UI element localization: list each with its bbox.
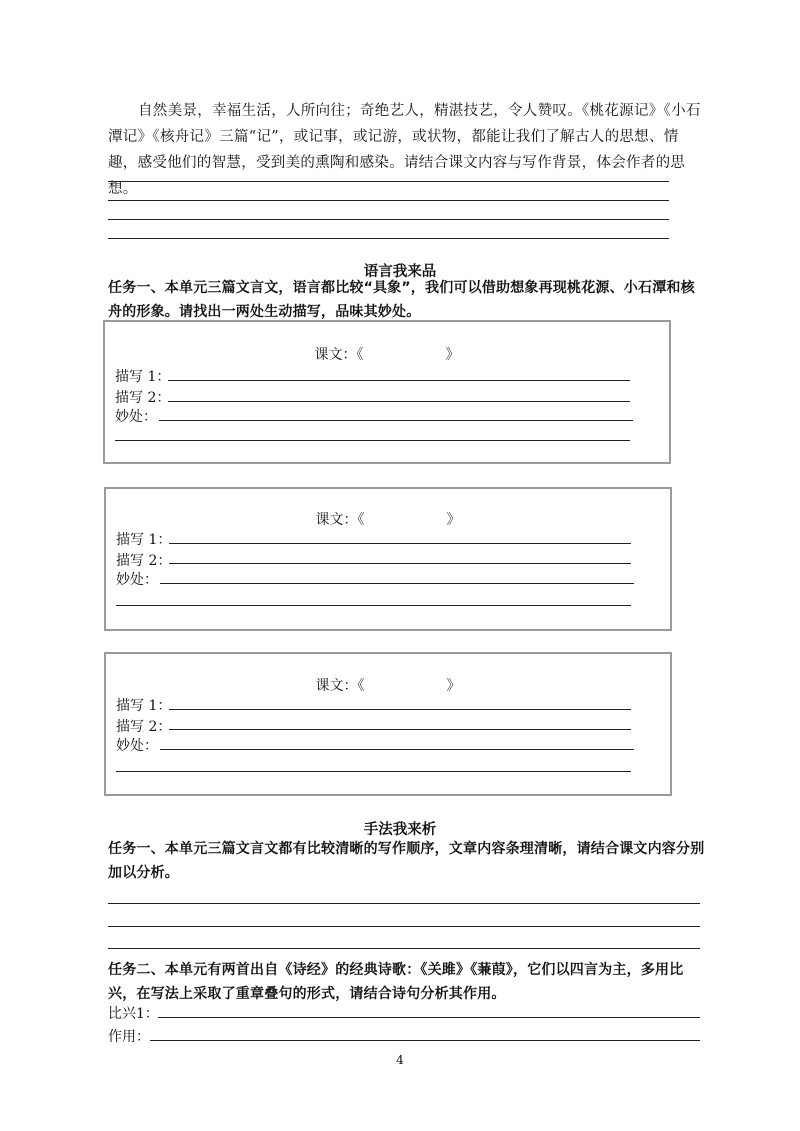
intro-paragraph: 自然美景，幸福生活，人所向往；奇绝艺人，精湛技艺，令人赞叹。《桃花源记》《小石潭记》《核舟记》三篇“记”，或记事，或记游，或状物，都能让我们了解古人的思想、情趣，感受他们的智慧，受到美的熏陶和感染。请结合课文内容与写作背景，体会作者的思想。: [108, 103, 701, 197]
answer-line[interactable]: [108, 903, 700, 904]
merit-label: 妙处：: [116, 738, 158, 754]
answer-line[interactable]: [108, 948, 700, 949]
section-heading-technique: 手法我来析: [363, 822, 437, 838]
box-title: 课文：《 》: [314, 347, 460, 363]
description-1-line[interactable]: [168, 380, 630, 381]
page-number: 4: [396, 1053, 404, 1067]
task-language-1: 任务一、本单元三篇文言文，语言都比较“具象”，我们可以借助想象再现桃花源、小石潭和核舟的形象。请找出一两处生动描写，品味其妙处。: [108, 280, 695, 320]
merit-line[interactable]: [160, 583, 634, 584]
answer-line[interactable]: [108, 926, 700, 927]
description-2-label: 描写 2：: [115, 390, 171, 406]
text-analysis-box: [104, 487, 672, 631]
merit-line[interactable]: [160, 749, 634, 750]
effect-line[interactable]: [150, 1040, 700, 1041]
description-2-label: 描写 2：: [116, 553, 172, 569]
box-title: 课文：《 》: [315, 678, 461, 694]
task-technique-1: 任务一、本单元三篇文言文都有比较清晰的写作顺序，文章内容条理清晰，请结合课文内容分别加以分析。: [108, 841, 705, 881]
bixing-line[interactable]: [158, 1017, 700, 1018]
merit-line-extra[interactable]: [116, 771, 631, 772]
box-title: 课文：《 》: [315, 512, 461, 528]
effect-label: 作用：: [108, 1029, 150, 1045]
description-1-label: 描写 1：: [116, 698, 172, 714]
merit-label: 妙处：: [116, 572, 158, 588]
description-2-line[interactable]: [169, 729, 631, 730]
bixing-label: 比兴1：: [108, 1006, 159, 1022]
answer-line[interactable]: [108, 219, 669, 220]
merit-line-extra[interactable]: [116, 605, 631, 606]
answer-line[interactable]: [108, 181, 669, 182]
text-analysis-box: [103, 320, 671, 464]
description-2-label: 描写 2：: [116, 719, 172, 735]
merit-line-extra[interactable]: [115, 440, 630, 441]
description-1-line[interactable]: [169, 709, 631, 710]
text-analysis-box: [104, 652, 672, 796]
description-2-line[interactable]: [169, 563, 631, 564]
merit-line[interactable]: [159, 420, 633, 421]
description-1-line[interactable]: [169, 543, 631, 544]
answer-line[interactable]: [108, 200, 669, 201]
description-1-label: 描写 1：: [116, 532, 172, 548]
description-1-label: 描写 1：: [115, 369, 171, 385]
merit-label: 妙处：: [115, 409, 157, 425]
task-technique-2: 任务二、本单元有两首出自《诗经》的经典诗歌：《关雎》《蒹葭》，它们以四言为主，多用比兴，在写法上采取了重章叠句的形式，请结合诗句分析其作用。: [108, 962, 684, 1002]
section-heading-language: 语言我来品: [363, 264, 437, 280]
answer-line[interactable]: [108, 238, 669, 239]
description-2-line[interactable]: [168, 401, 630, 402]
